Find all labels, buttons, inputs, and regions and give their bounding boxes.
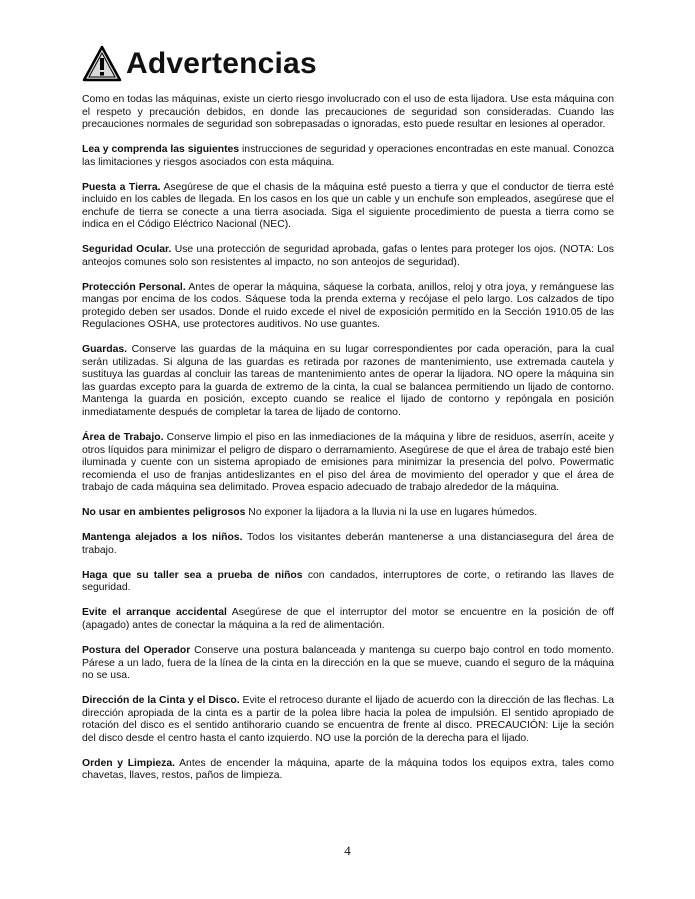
warning-paragraph — [82, 645, 614, 683]
paragraph-text: Antes de encender la máquina, aparte de la máquina todos los equipos extra, tales como chavetas, llaves, restos, paños de limpieza. — [82, 757, 614, 782]
paragraph-text: Asegúrese de que el interruptor del motor se encuentre en la posición de off (apagado) antes de conectar la máquina a la red de alimentación. — [82, 607, 614, 631]
paragraph-text: Todos los visitantes deberán mantenerse a una distanciasegura del área de trabajo. — [82, 532, 614, 556]
paragraph-text: instrucciones de seguridad y operaciones encontradas en este manual. Conozca las limitaciones y riesgos asociados con esta máquina. — [82, 144, 614, 168]
paragraph-heading: Guardas. — [82, 344, 128, 356]
warning-paragraph — [82, 607, 614, 632]
paragraph-heading: Mantenga alejados a los niños. — [82, 532, 243, 544]
warning-paragraph — [82, 282, 614, 332]
paragraph-heading: Área de Trabajo. — [82, 432, 164, 444]
warning-paragraph — [82, 570, 614, 595]
paragraph-text: Conserve una postura balanceada y mantenga su cuerpo bajo control en todo momento. Párese a un lado, fuera de la línea de la cinta en la dirección en la que se mueve, cuando el seguro de la máquina no se usa. — [82, 645, 614, 682]
warning-paragraph — [82, 182, 614, 232]
warning-paragraph — [82, 532, 614, 557]
paragraph-text: Conserve limpio el piso en las inmediaciones de la máquina y libre de residuos, aserrín, aceite y otros líquidos para minimizar el peligro de disparo o derramamiento. Asegúrese de que el área de trabajo esté bien iluminada y cuente con un sistema apropiado de emisiones para minimizar la presencia del polvo. Powermatic recomienda el uso de franjas antideslizantes en el piso del área de movimiento del operador y que el área de trabajo de cada máquina sea delimitado. Provea espacio adecuado de trabajo alrededor de la máquina. — [82, 432, 614, 494]
paragraph-heading: Puesta a Tierra. — [82, 181, 161, 193]
paragraph-text: con candados, interruptores de corte, o retirando las llaves de seguridad. — [82, 569, 614, 594]
paragraph-heading: Lea y comprenda las siguientes — [82, 144, 240, 156]
paragraph-heading: No usar en ambientes peligrosos — [82, 507, 246, 519]
paragraph-heading: Seguridad Ocular. — [82, 244, 172, 256]
page-number: 4 — [344, 843, 351, 858]
paragraph-heading: Evite el arranque accidental — [82, 607, 227, 619]
warning-paragraph — [82, 94, 614, 132]
paragraph-heading: Postura del Operador — [82, 645, 191, 657]
paragraph-text: Antes de operar la máquina, sáquese la corbata, anillos, reloj y otra joya, y remánguese las mangas por encima de los codos. Sáquese toda la prenda externa y recójase el pelo largo. Los calzados de tipo protegido deben ser usados. Donde el ruido excede el nivel de exposición permitido en la Sección 1910.05 de las Regulaciones OSHA, use protectores auditivos. No use guantes. — [82, 281, 614, 331]
warning-paragraph — [82, 432, 614, 495]
page-header — [82, 42, 317, 86]
warning-paragraph — [82, 695, 614, 745]
warning-triangle-icon — [82, 45, 122, 83]
paragraph-heading: Dirección de la Cinta y el Disco. — [82, 695, 240, 707]
paragraph-text: Evite el retroceso durante el lijado de acuerdo con la dirección de las flechas. La dirección apropiada de la cinta es a partir de la polea libre hacia la polea de impulsión. El sentido apropiado de rotación del disco es el sentido antihorario cuando se encuentra de frente al disco. PRECAUCIÓN: Lije la seción del disco desde el centro hasta el canto izquierdo. NO use la porción de la derecha para el lijado. — [82, 695, 614, 744]
paragraph-text: No exponer la lijadora a la lluvia ni la use en lugares húmedos. — [245, 507, 538, 519]
paragraph-text: Como en todas las máquinas, existe un cierto riesgo involucrado con el uso de esta lijadora. Use esta máquina con el respeto y precaución debidos, en donde las precauciones de seguridad son consideradas. Cuando las precauciones normales de seguridad son sobrepasadas o ignoradas, esto puede resultar en lesiones al operador. — [82, 94, 614, 130]
warning-paragraph — [82, 144, 614, 169]
paragraph-text: Conserve las guardas de la máquina en su lugar correspondientes por cada operación, para la cual serán utilizadas. Si alguna de las guardas es retirada por razones de mantenimiento, use extremada cautela y sustituya las guardas al concluir las tareas de mantenimiento antes de operar la lijadora. NO opere la máquina sin las guardas excepto para la guarda de extremo de la cinta, la cual se balancea permitiendo un lijado de contorno. Mantenga la guarda en posición, excepto cuando se realice el lijado de contorno y repóngala en posición inmediatamente después de completar la tarea de lijado de contorno. — [82, 344, 614, 418]
warning-paragraph — [82, 507, 614, 520]
paragraph-text: Use una protección de seguridad aprobada, gafas o lentes para proteger los ojos. (NOTA: Los anteojos comunes solo son resistentes al impacto, no son anteojos de seguridad). — [82, 244, 614, 268]
paragraph-text: Asegúrese de que el chasis de la máquina esté puesto a tierra y que el conductor de tierra esté incluido en los cables de llegada. En los casos en los que un cable y un enchufe son empleados, asegúrese que el enchufe de tierra se conecte a una tierra asociada. Siga el siguiente procedimiento de puesta a tierra como se indica en el Código Eléctrico Nacional (NEC). — [82, 181, 614, 231]
warning-paragraph — [82, 344, 614, 419]
page-title: Advertencias — [126, 47, 317, 80]
warnings-list — [82, 94, 614, 795]
paragraph-heading: Orden y Limpieza. — [82, 757, 176, 769]
warning-paragraph — [82, 244, 614, 269]
warning-paragraph — [82, 758, 614, 783]
paragraph-heading: Protección Personal. — [82, 281, 186, 293]
paragraph-heading: Haga que su taller sea a prueba de niños — [82, 569, 303, 581]
